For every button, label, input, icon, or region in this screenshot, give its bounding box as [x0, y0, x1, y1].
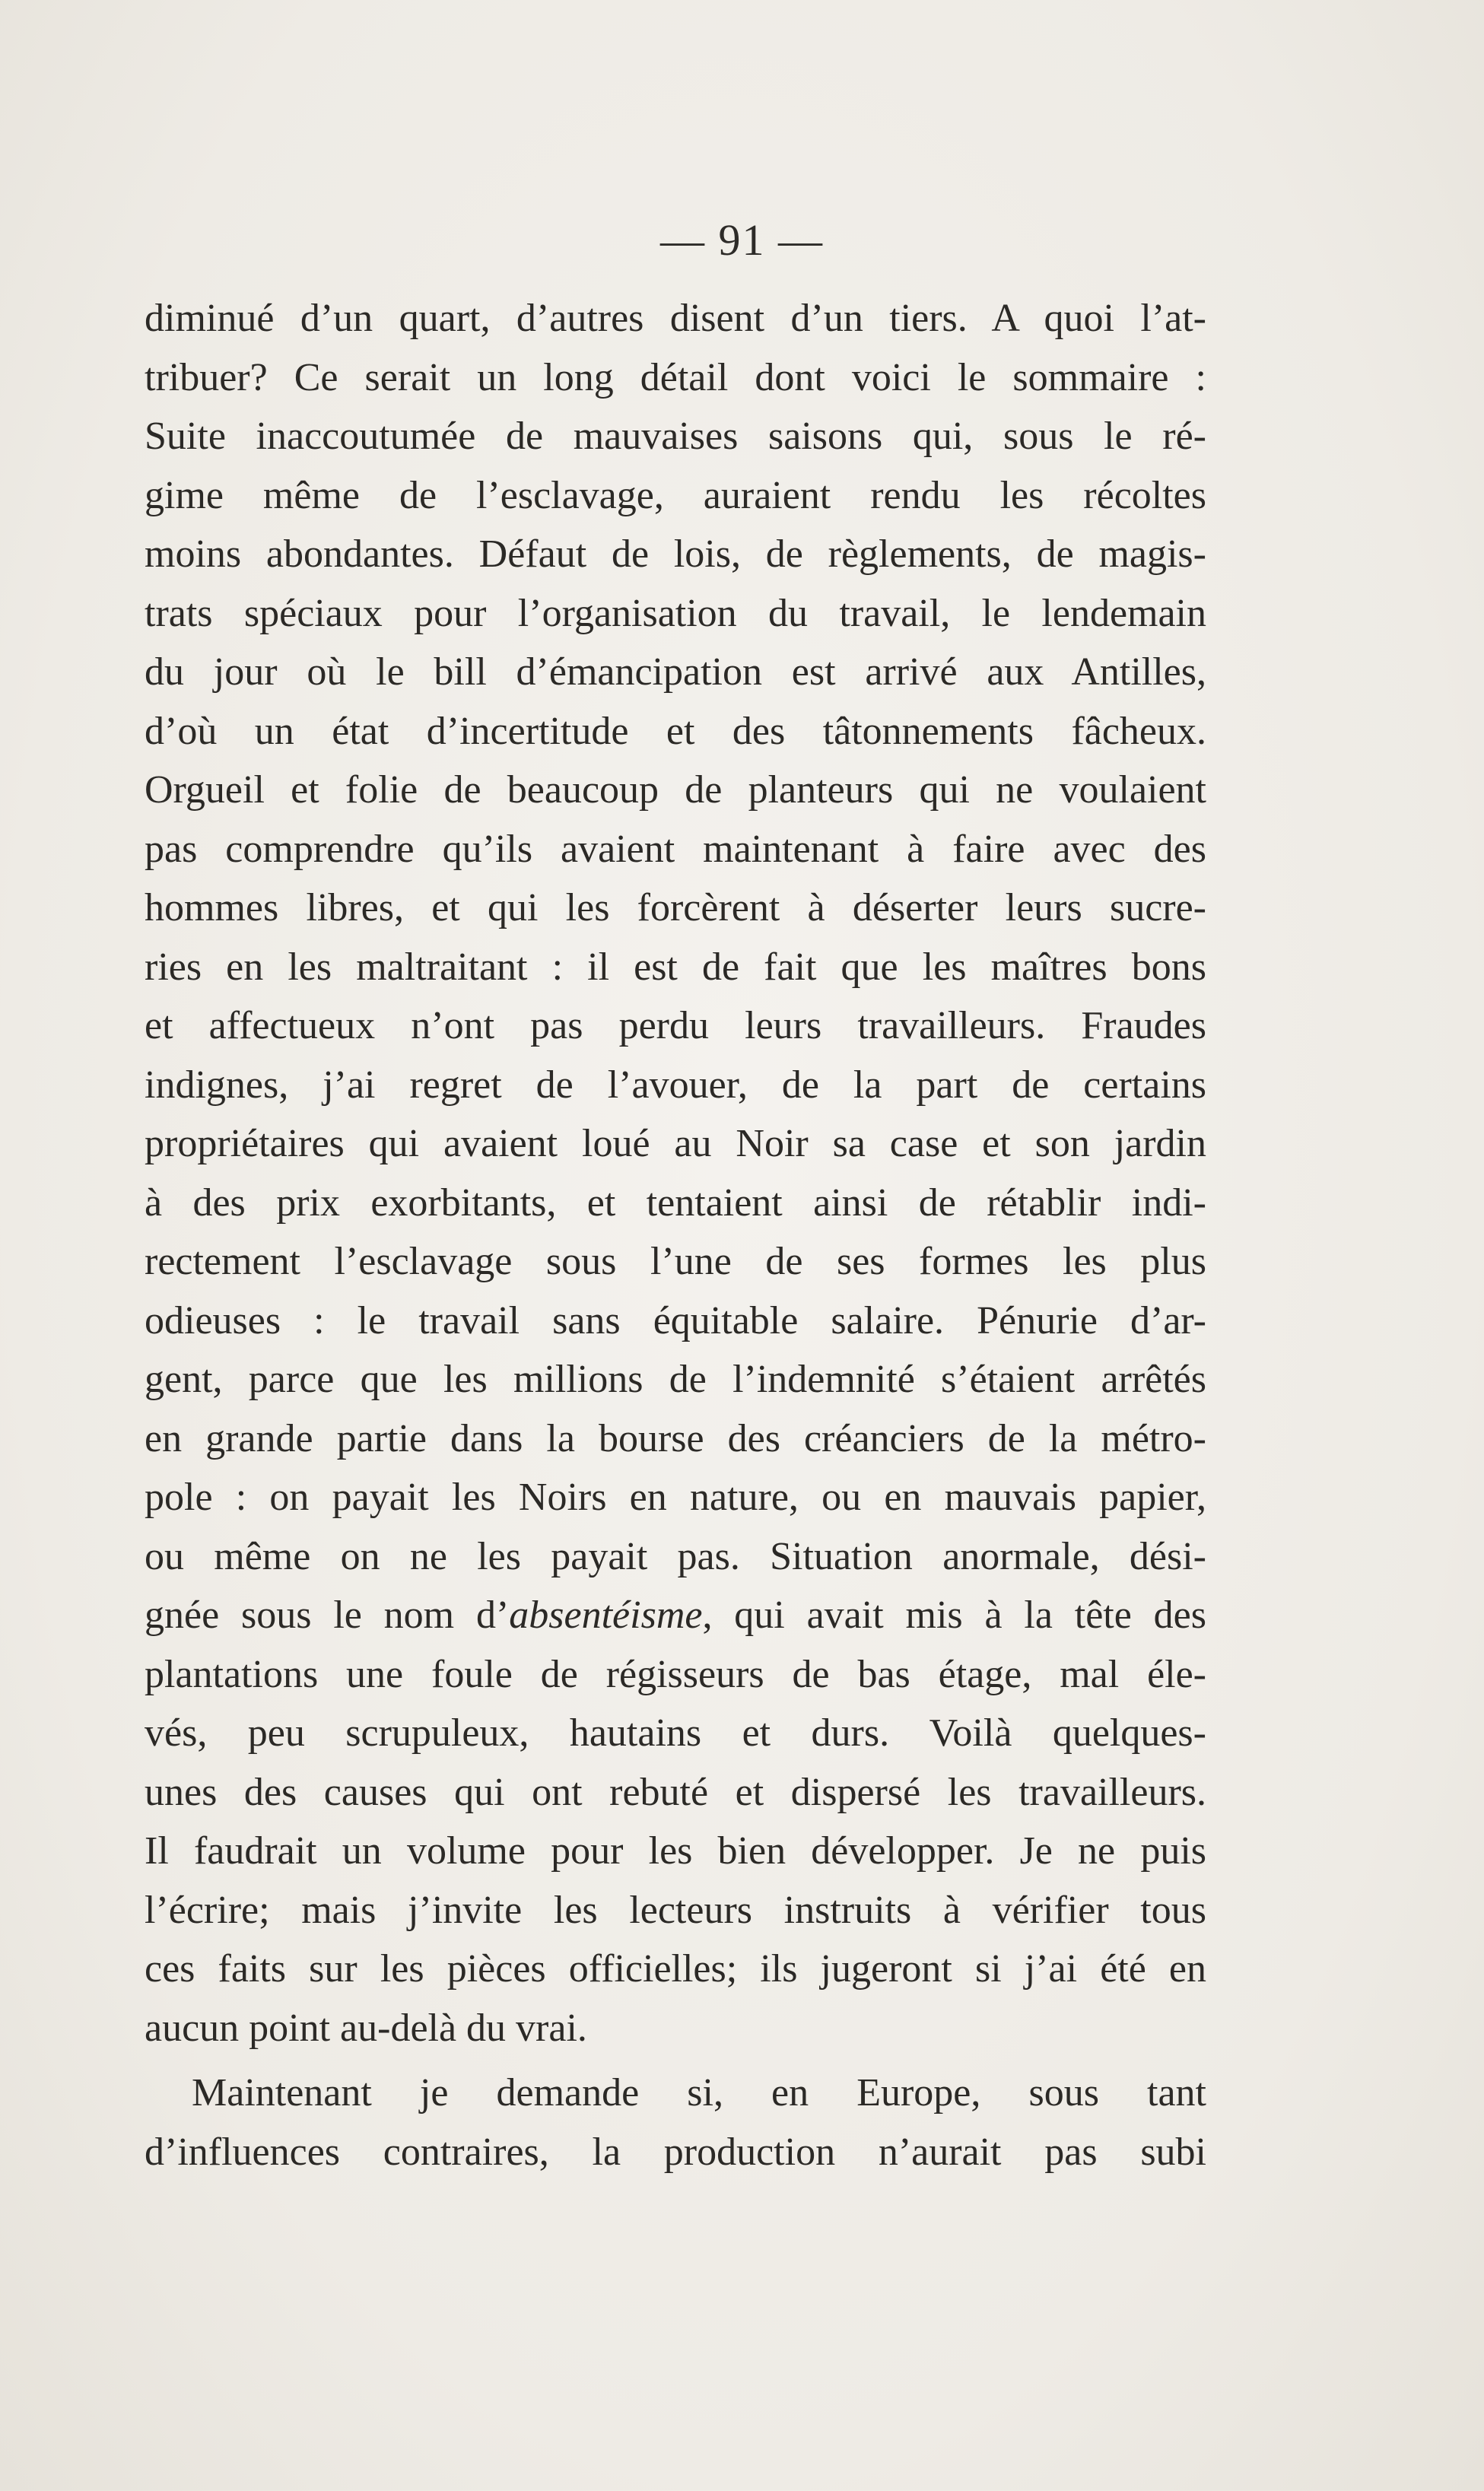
text-line: du jour où le bill d’émancipation est arrivé aux Antilles, — [145, 650, 1206, 694]
text-line: d’influences contraires, la production n’aurait pas subi — [145, 2130, 1206, 2174]
paragraph-1 — [145, 289, 1206, 2057]
text-line: pole : on payait les Noirs en nature, ou en mauvais papier, — [145, 1476, 1206, 1519]
italic-term: absentéisme — [509, 1593, 703, 1637]
paragraph-gap — [145, 2057, 1206, 2064]
text-line: l’écrire; mais j’invite les lecteurs instruits à vérifier tous — [145, 1888, 1206, 1932]
text-line: à des prix exorbitants, et tentaient ainsi de rétablir indi- — [145, 1180, 1206, 1225]
text-segment: gnée sous le nom d’ — [145, 1593, 510, 1637]
text-line: gent, parce que les millions de l’indemnité s’étaient arrêtés — [145, 1358, 1206, 1401]
text-line: et affectueux n’ont pas perdu leurs travailleurs. Fraudes — [145, 1004, 1206, 1047]
text-line: ou même on ne les payait pas. Situation anormale, dési- — [145, 1534, 1206, 1578]
text-line: moins abondantes. Défaut de lois, de règlements, de magis- — [145, 532, 1206, 576]
text-line: pas comprendre qu’ils avaient maintenant à faire avec des — [145, 827, 1206, 871]
paragraph-2 — [145, 2064, 1206, 2181]
text-line: d’où un état d’incertitude et des tâtonnements fâcheux. — [145, 709, 1206, 753]
text-line: diminué d’un quart, d’autres disent d’un tiers. A quoi l’at- — [145, 297, 1206, 340]
page-number: — 91 — — [660, 215, 824, 265]
text-line: gime même de l’esclavage, auraient rendu les récoltes — [145, 473, 1206, 517]
text-line: tribuer? Ce serait un long détail dont voici le sommaire : — [145, 355, 1206, 399]
text-line: Orgueil et folie de beaucoup de planteurs qui ne voulaient — [145, 768, 1206, 812]
text-line: aucun point au-delà du vrai. — [145, 2006, 587, 2050]
text-line: hommes libres, et qui les forcèrent à déserter leurs sucre- — [145, 886, 1206, 929]
text-line: ces faits sur les pièces officielles; ils jugeront si j’ai été en — [145, 1947, 1206, 1991]
text-line: ries en les maltraitant : il est de fait que les maîtres bons — [145, 945, 1206, 989]
text-line: Il faudrait un volume pour les bien développer. Je ne puis — [145, 1829, 1206, 1873]
text-line: rectement l’esclavage sous l’une de ses formes les plus — [145, 1240, 1206, 1283]
text-line: trats spéciaux pour l’organisation du travail, le lendemain — [145, 591, 1206, 635]
text-line: en grande partie dans la bourse des créanciers de la métro- — [145, 1416, 1206, 1460]
text-line: Suite inaccoutumée de mauvaises saisons qui, sous le ré- — [145, 415, 1206, 458]
text-line: vés, peu scrupuleux, hautains et durs. Voilà quelques- — [145, 1711, 1206, 1755]
text-line-with-italic — [145, 1586, 1206, 1645]
text-line: propriétaires qui avaient loué au Noir sa case et son jardin — [145, 1122, 1206, 1165]
text-line: indignes, j’ai regret de l’avouer, de la part de certains — [145, 1063, 1206, 1107]
body-text — [145, 289, 1206, 2181]
text-segment: , qui avait mis à la tête des — [702, 1593, 1206, 1637]
text-line: Maintenant je demande si, en Europe, sous tant — [192, 2071, 1206, 2114]
text-line: odieuses : le travail sans équitable salaire. Pénurie d’ar- — [145, 1298, 1206, 1342]
text-line: unes des causes qui ont rebuté et dispersé les travailleurs. — [145, 1770, 1206, 1814]
text-line: plantations une foule de régisseurs de bas étage, mal éle- — [145, 1652, 1206, 1696]
